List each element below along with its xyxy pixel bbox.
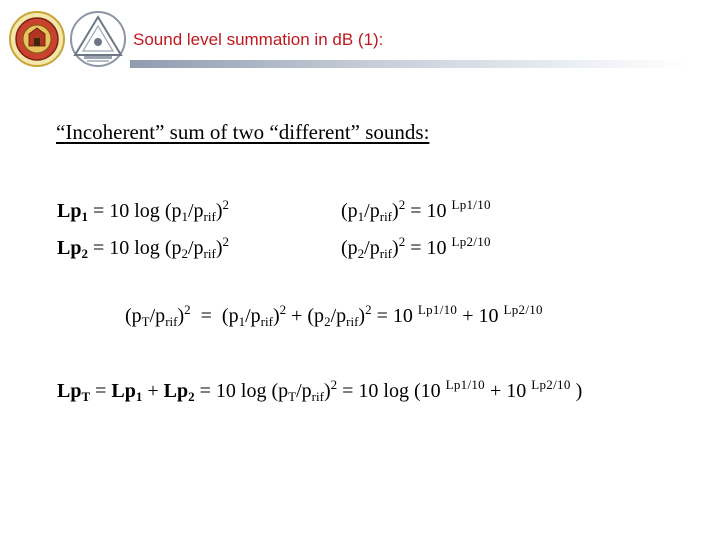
base-ten: 10	[426, 237, 447, 259]
university-seal-logo	[8, 10, 66, 68]
slash-p: /p	[149, 305, 166, 327]
superscript: 2	[222, 197, 229, 212]
log-open-term: 10 log (	[358, 380, 421, 402]
subscript: 1	[181, 209, 188, 224]
open-paren-p: (p	[125, 305, 142, 327]
subscript: 2	[324, 314, 331, 329]
open-paren-p: (p	[164, 237, 182, 259]
log-term: 10 log	[109, 237, 160, 259]
exponent: Lp2/10	[503, 302, 543, 317]
lp-symbol: Lp	[57, 200, 82, 222]
log-term: 10 log	[215, 380, 267, 402]
subscript: 2	[357, 246, 365, 261]
exponent: Lp2/10	[531, 377, 571, 392]
exponent: Lp1/10	[417, 302, 458, 317]
subscript: 2	[181, 246, 188, 261]
formula-p1-ratio	[341, 197, 491, 224]
slash-p: /p	[364, 200, 380, 222]
base-ten: 10	[426, 200, 447, 222]
subscript: 1	[357, 209, 365, 224]
superscript: 2	[279, 302, 287, 317]
close-paren: )	[272, 305, 280, 327]
subscript: T	[81, 389, 91, 404]
superscript: 2	[184, 302, 191, 317]
open-paren-p: (p	[221, 305, 239, 327]
section-heading: “Incoherent” sum of two “different” sounds:	[56, 120, 430, 144]
plus-sign: +	[291, 305, 303, 327]
plus-ten: + 10	[489, 380, 527, 402]
superscript: 2	[398, 197, 406, 212]
equals-sign: =	[200, 305, 212, 327]
formula-p2-ratio	[341, 234, 491, 261]
slash-p: /p	[296, 380, 312, 402]
formula-total-level	[57, 377, 583, 404]
lp-symbol: Lp	[57, 237, 82, 259]
plus-ten: + 10	[462, 305, 499, 327]
subscript: rif	[260, 314, 273, 329]
subscript: 2	[188, 389, 195, 404]
title-divider	[130, 60, 690, 68]
slash-p: /p	[245, 305, 261, 327]
plus-sign: +	[147, 380, 159, 402]
subscript: rif	[379, 209, 393, 224]
slash-p: /p	[187, 237, 204, 259]
formula-lp1-definition	[57, 197, 229, 224]
close-paren: )	[392, 237, 399, 259]
lp-symbol: Lp	[57, 380, 82, 402]
equals-sign: =	[92, 200, 105, 222]
slash-p: /p	[364, 237, 380, 259]
superscript: 2	[222, 234, 229, 249]
subscript: rif	[203, 209, 216, 224]
subscript: rif	[346, 314, 359, 329]
subscript: rif	[203, 246, 216, 261]
close-paren: )	[323, 380, 331, 402]
subscript: 1	[81, 209, 88, 224]
lp-symbol: Lp	[111, 380, 136, 402]
base-ten: 10	[420, 380, 441, 402]
close-paren: )	[215, 237, 223, 259]
exponent: Lp2/10	[451, 234, 491, 249]
slide-title: Sound level summation in dB (1):	[133, 30, 384, 49]
subscript: 1	[238, 314, 246, 329]
exponent: Lp1/10	[445, 377, 485, 392]
superscript: 2	[398, 234, 406, 249]
subscript: rif	[311, 389, 324, 404]
open-paren-p: (p	[341, 200, 358, 222]
close-paren: )	[215, 200, 223, 222]
equals-sign: =	[95, 380, 107, 402]
formula-total-pressure-sum	[125, 302, 543, 329]
subscript: T	[288, 389, 297, 404]
equals-sign: =	[410, 237, 422, 259]
equals-sign: =	[410, 200, 422, 222]
equals-sign: =	[376, 305, 388, 327]
close-paren: )	[575, 380, 583, 402]
slash-p: /p	[187, 200, 204, 222]
open-paren-p: (p	[271, 380, 289, 402]
close-paren: )	[358, 305, 366, 327]
equals-sign: =	[199, 380, 211, 402]
superscript: 2	[365, 302, 372, 317]
open-paren-p: (p	[341, 237, 358, 259]
lp-symbol: Lp	[163, 380, 189, 402]
formula-lp2-definition	[57, 234, 229, 261]
equals-sign: =	[92, 237, 105, 259]
log-term: 10 log	[109, 200, 160, 222]
open-paren-p: (p	[307, 305, 325, 327]
base-ten: 10	[392, 305, 413, 327]
subscript: rif	[165, 314, 178, 329]
equals-sign: =	[342, 380, 354, 402]
open-paren-p: (p	[164, 200, 182, 222]
acoustics-triangle-logo	[66, 10, 130, 68]
subscript: rif	[379, 246, 393, 261]
close-paren: )	[392, 200, 399, 222]
slash-p: /p	[330, 305, 347, 327]
exponent: Lp1/10	[451, 197, 491, 212]
subscript: T	[141, 314, 150, 329]
close-paren: )	[177, 305, 185, 327]
subscript: 1	[135, 389, 143, 404]
subscript: 2	[81, 246, 88, 261]
superscript: 2	[330, 377, 338, 392]
